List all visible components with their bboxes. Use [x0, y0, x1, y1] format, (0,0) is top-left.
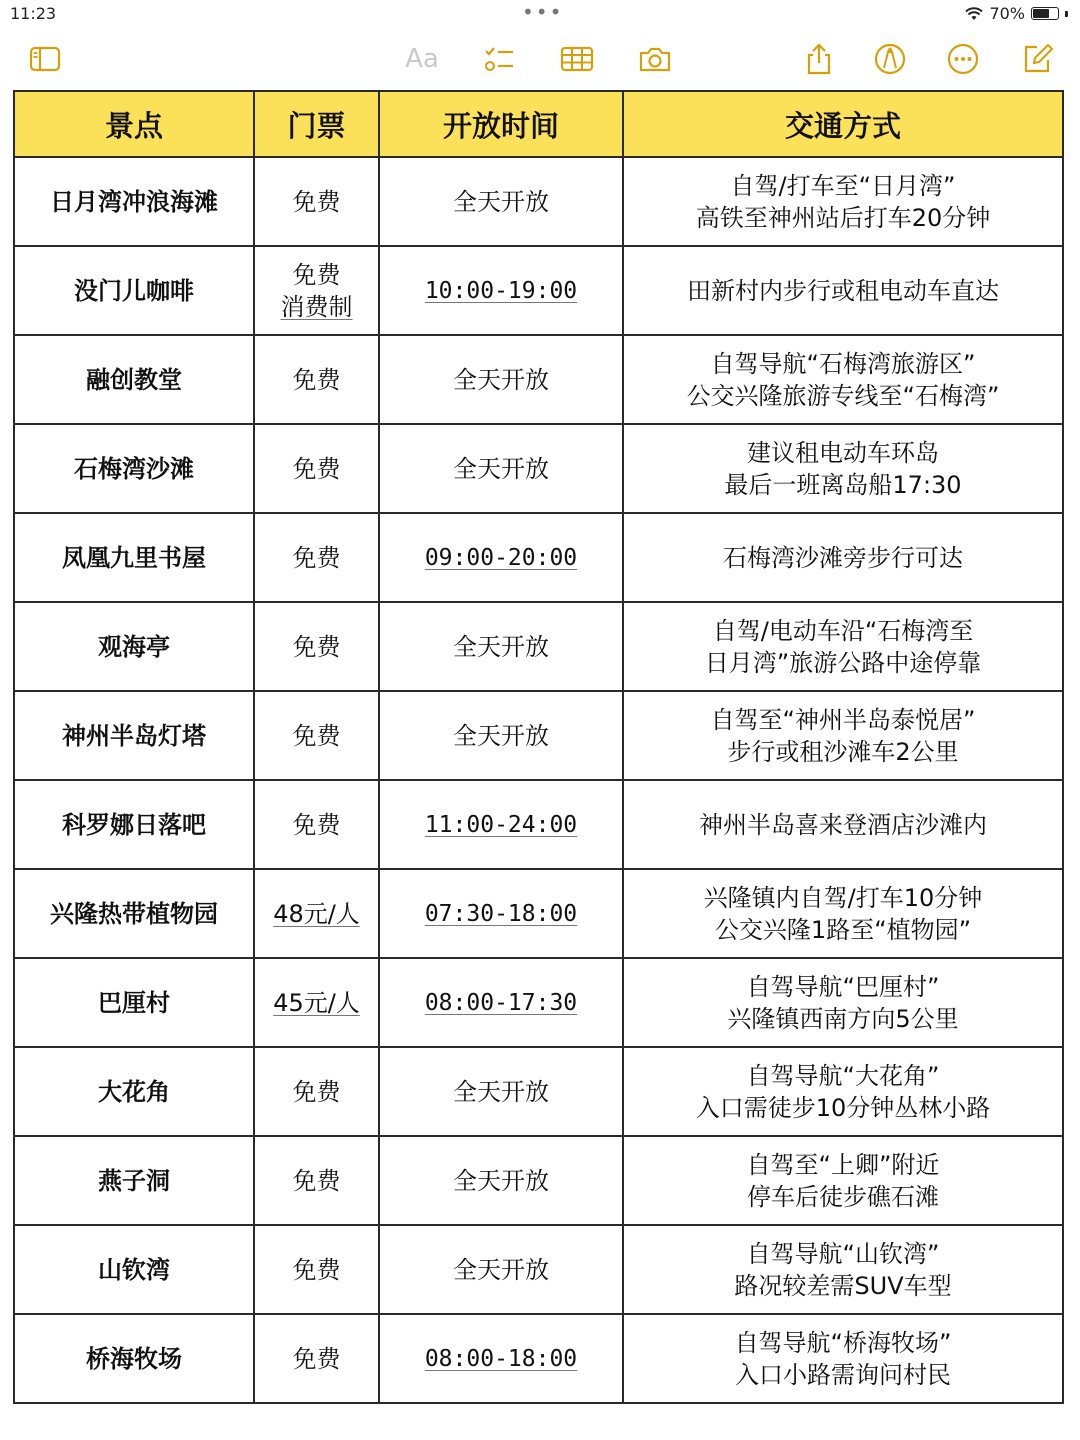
attraction-name: 凤凰九里书屋	[14, 513, 254, 602]
hours-text: 全天开放	[453, 365, 549, 394]
attraction-name: 兴隆热带植物园	[14, 869, 254, 958]
compose-icon[interactable]	[1019, 42, 1055, 76]
ticket-text: 免费	[292, 454, 341, 483]
transport-line: 田新村内步行或租电动车直达	[687, 276, 999, 305]
attraction-name: 日月湾冲浪海滩	[14, 157, 254, 246]
transport-cell	[623, 1136, 1063, 1225]
ticket-cell	[254, 424, 379, 513]
transport-line: 兴隆镇西南方向5公里	[727, 1004, 959, 1033]
ticket-text: 免费	[292, 1255, 341, 1284]
table-header-row	[14, 91, 1063, 157]
status-indicators	[965, 4, 1068, 23]
ticket-text: 免费	[292, 187, 341, 216]
table-row	[14, 1136, 1063, 1225]
hours-text: 全天开放	[453, 721, 549, 750]
checklist-icon[interactable]	[481, 42, 517, 76]
transport-line: 高铁至神州站后打车20分钟	[695, 203, 991, 232]
transport-line: 自驾导航“桥海牧场”	[734, 1328, 952, 1357]
sidebar-icon[interactable]	[27, 42, 63, 76]
transport-line: 公交兴隆旅游专线至“石梅湾”	[686, 381, 1000, 410]
ticket-text: 免费	[292, 632, 341, 661]
transport-line: 停车后徒步礁石滩	[747, 1182, 939, 1211]
attraction-name: 桥海牧场	[14, 1314, 254, 1403]
table-row	[14, 335, 1063, 424]
attraction-name: 巴厘村	[14, 958, 254, 1047]
transport-cell	[623, 424, 1063, 513]
header-ticket: 门票	[254, 91, 379, 157]
hours-cell	[379, 246, 623, 335]
transport-line: 建议租电动车环岛	[747, 438, 939, 467]
transport-cell	[623, 602, 1063, 691]
hours-text: 11:00-24:00	[424, 812, 578, 838]
hours-cell	[379, 335, 623, 424]
battery-percent: 70%	[989, 4, 1025, 23]
ticket-cell	[254, 869, 379, 958]
attraction-name: 大花角	[14, 1047, 254, 1136]
transport-line: 神州半岛喜来登酒店沙滩内	[699, 810, 987, 839]
ticket-text: 45元/人	[273, 988, 360, 1017]
transport-line: 自驾/打车至“日月湾”	[730, 171, 956, 200]
table-row	[14, 958, 1063, 1047]
attraction-name: 科罗娜日落吧	[14, 780, 254, 869]
transport-line: 自驾至“神州半岛泰悦居”	[710, 705, 976, 734]
transport-cell	[623, 1047, 1063, 1136]
hours-cell	[379, 157, 623, 246]
transport-line: 入口小路需询问村民	[735, 1360, 951, 1389]
hours-text: 09:00-20:00	[424, 545, 578, 571]
ticket-text: 免费	[292, 721, 341, 750]
header-hours: 开放时间	[379, 91, 623, 157]
hours-cell	[379, 958, 623, 1047]
attraction-name: 没门儿咖啡	[14, 246, 254, 335]
ticket-text: 免费	[292, 1344, 341, 1373]
transport-cell	[623, 246, 1063, 335]
hours-cell	[379, 424, 623, 513]
hours-text: 10:00-19:00	[424, 278, 578, 304]
transport-cell	[623, 157, 1063, 246]
table-row	[14, 602, 1063, 691]
transport-line: 石梅湾沙滩旁步行可达	[723, 543, 963, 572]
table-row	[14, 780, 1063, 869]
transport-line: 兴隆镇内自驾/打车10分钟	[703, 883, 983, 912]
table-row	[14, 513, 1063, 602]
transport-line: 自驾导航“山钦湾”	[746, 1239, 940, 1268]
markup-icon[interactable]	[872, 42, 908, 76]
transport-line: 公交兴隆1路至“植物园”	[714, 915, 972, 944]
transport-line: 自驾至“上卿”附近	[746, 1150, 940, 1179]
hours-text: 全天开放	[453, 1255, 549, 1284]
hours-cell	[379, 1136, 623, 1225]
ticket-cell	[254, 157, 379, 246]
transport-cell	[623, 1225, 1063, 1314]
transport-line: 步行或租沙滩车2公里	[727, 737, 959, 766]
ticket-cell	[254, 691, 379, 780]
hours-text: 08:00-18:00	[424, 1346, 578, 1372]
attraction-name: 观海亭	[14, 602, 254, 691]
hours-cell	[379, 602, 623, 691]
transport-cell	[623, 958, 1063, 1047]
ticket-cell	[254, 958, 379, 1047]
table-row	[14, 424, 1063, 513]
hours-text: 全天开放	[453, 454, 549, 483]
transport-line: 日月湾”旅游公路中途停靠	[704, 648, 982, 677]
transport-line: 最后一班离岛船17:30	[724, 470, 962, 499]
hours-cell	[379, 869, 623, 958]
attraction-name: 神州半岛灯塔	[14, 691, 254, 780]
ticket-cell	[254, 246, 379, 335]
notes-toolbar	[0, 34, 1080, 86]
status-bar	[0, 0, 1080, 30]
ticket-text: 免费	[292, 365, 341, 394]
status-time: 11:23	[10, 4, 57, 23]
table-row	[14, 157, 1063, 246]
transport-line: 自驾导航“大花角”	[746, 1061, 940, 1090]
transport-cell	[623, 691, 1063, 780]
attraction-name: 山钦湾	[14, 1225, 254, 1314]
hours-text: 全天开放	[453, 1077, 549, 1106]
table-row	[14, 869, 1063, 958]
hours-text: 全天开放	[453, 632, 549, 661]
transport-line: 自驾导航“巴厘村”	[746, 972, 940, 1001]
header-attraction: 景点	[14, 91, 254, 157]
attraction-name: 融创教堂	[14, 335, 254, 424]
attraction-name: 石梅湾沙滩	[14, 424, 254, 513]
table-row	[14, 1047, 1063, 1136]
hours-cell	[379, 780, 623, 869]
ticket-cell	[254, 1047, 379, 1136]
transport-cell	[623, 335, 1063, 424]
transport-line: 路况较差需SUV车型	[734, 1271, 952, 1300]
attractions-table	[13, 90, 1064, 1404]
hours-cell	[379, 1314, 623, 1403]
ticket-cell	[254, 1136, 379, 1225]
attraction-name: 燕子洞	[14, 1136, 254, 1225]
table-row	[14, 1225, 1063, 1314]
header-transport: 交通方式	[623, 91, 1063, 157]
transport-line: 自驾导航“石梅湾旅游区”	[710, 349, 976, 378]
multitasking-dots-icon[interactable]: •••	[522, 0, 564, 24]
transport-cell	[623, 1314, 1063, 1403]
camera-icon[interactable]	[637, 42, 673, 76]
transport-cell	[623, 513, 1063, 602]
transport-line: 自驾/电动车沿“石梅湾至	[712, 616, 974, 645]
transport-line: 入口需徒步10分钟丛林小路	[695, 1093, 991, 1122]
ticket-text: 免费	[292, 1077, 341, 1106]
transport-cell	[623, 869, 1063, 958]
ticket-text: 免费	[292, 543, 341, 572]
hours-text: 08:00-17:30	[424, 990, 578, 1016]
hours-cell	[379, 1047, 623, 1136]
ticket-text: 48元/人	[273, 899, 360, 928]
ticket-cell	[254, 1314, 379, 1403]
hours-cell	[379, 691, 623, 780]
table-icon[interactable]	[559, 42, 595, 76]
ticket-cell	[254, 513, 379, 602]
ticket-cell	[254, 335, 379, 424]
more-icon[interactable]	[945, 42, 981, 76]
ticket-text: 免费	[292, 810, 341, 839]
hours-text: 全天开放	[453, 187, 549, 216]
hours-text: 全天开放	[453, 1166, 549, 1195]
table-row	[14, 246, 1063, 335]
share-icon[interactable]	[801, 42, 837, 76]
ticket-cell	[254, 1225, 379, 1314]
format-icon[interactable]: Aa	[405, 44, 439, 74]
battery-icon	[1031, 7, 1059, 20]
hours-cell	[379, 1225, 623, 1314]
ticket-text: 免费	[292, 260, 341, 289]
hours-text: 07:30-18:00	[424, 901, 578, 927]
ticket-text: 消费制	[280, 292, 353, 321]
ticket-text: 免费	[292, 1166, 341, 1195]
table-row	[14, 1314, 1063, 1403]
hours-cell	[379, 513, 623, 602]
table-row	[14, 691, 1063, 780]
transport-cell	[623, 780, 1063, 869]
wifi-icon	[965, 7, 983, 21]
ticket-cell	[254, 780, 379, 869]
ticket-cell	[254, 602, 379, 691]
